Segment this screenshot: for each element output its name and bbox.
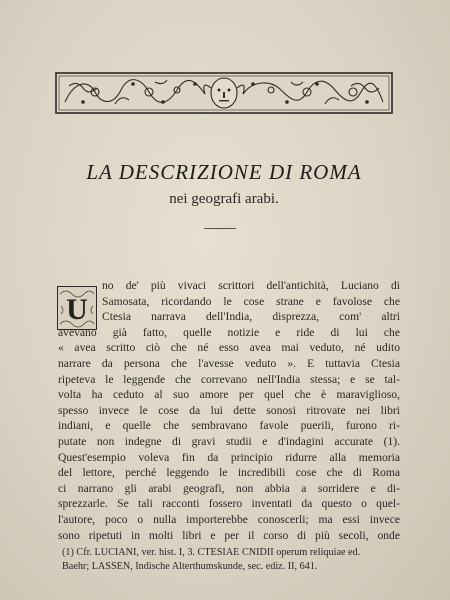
footnote-line: Baehr; LASSEN, Indische Alterthumskunde, sec. ediz. II, 641. bbox=[62, 561, 318, 572]
article-subtitle: nei geografi arabi. bbox=[169, 191, 279, 207]
drop-cap-letter: U bbox=[66, 293, 88, 326]
body-line: volta ha ceduto al suo amore per quel che è maraviglioso, bbox=[58, 388, 400, 402]
body-line: avevano già fatto, quelle notizie e ride di lui che bbox=[58, 325, 400, 339]
footnote-line: (1) Cfr. LUCIANI, ver. hist. I, 3. CTESIAE CNIDII operum reliquiae ed. bbox=[62, 547, 361, 558]
body-line: Samosata, ricordando le cose strane e favolose che bbox=[102, 294, 400, 308]
body-line: ci narrano gli arabi geografi, non abbia a sorridere e di- bbox=[58, 481, 400, 495]
article-title: LA DESCRIZIONE DI ROMA bbox=[86, 160, 362, 184]
body-line: indiani, e quelle che sembravano favole puerili, furono ri- bbox=[58, 419, 400, 433]
body-line: Ctesia narrava dell'India, disprezza, com' altri bbox=[102, 310, 400, 324]
footnote bbox=[62, 546, 398, 574]
body-line: del lettore, perché leggendo le incredibili cose che di Roma bbox=[58, 466, 400, 480]
body-line: sprezzarle. Se tali racconti fossero inventati da questo o quel- bbox=[58, 497, 400, 511]
body-line: no de' più vivaci scrittori dell'antichità, Luciano di bbox=[102, 279, 400, 292]
body-line: putate non indegne di gravi studii e d'indagini accurate (1). bbox=[58, 434, 400, 448]
body-line: spesso invece le cose da lui dette sonosi ritrovate nei libri bbox=[58, 403, 400, 417]
body-line: l'autore, poco o nulla importerebbe conoscerli; ma essi invece bbox=[58, 512, 400, 526]
body-line: « avea scritto ciò che né esso avea mai veduto, né udito bbox=[58, 341, 400, 355]
body-paragraph bbox=[58, 278, 400, 543]
body-line: Quest'esempio voleva fin da principio ridurre alla memoria bbox=[58, 450, 400, 464]
title-divider bbox=[204, 228, 236, 229]
body-line: narrare da persona che l'avesse veduto ». E tuttavia Ctesia bbox=[58, 356, 400, 370]
body-line: sono ripetuti in molti libri e per il corso di più secoli, onde bbox=[58, 528, 400, 542]
body-line: ripeteva le leggende che correvano nell'India stessa; e se tal- bbox=[58, 372, 400, 386]
decorative-header-ornament bbox=[55, 72, 393, 114]
